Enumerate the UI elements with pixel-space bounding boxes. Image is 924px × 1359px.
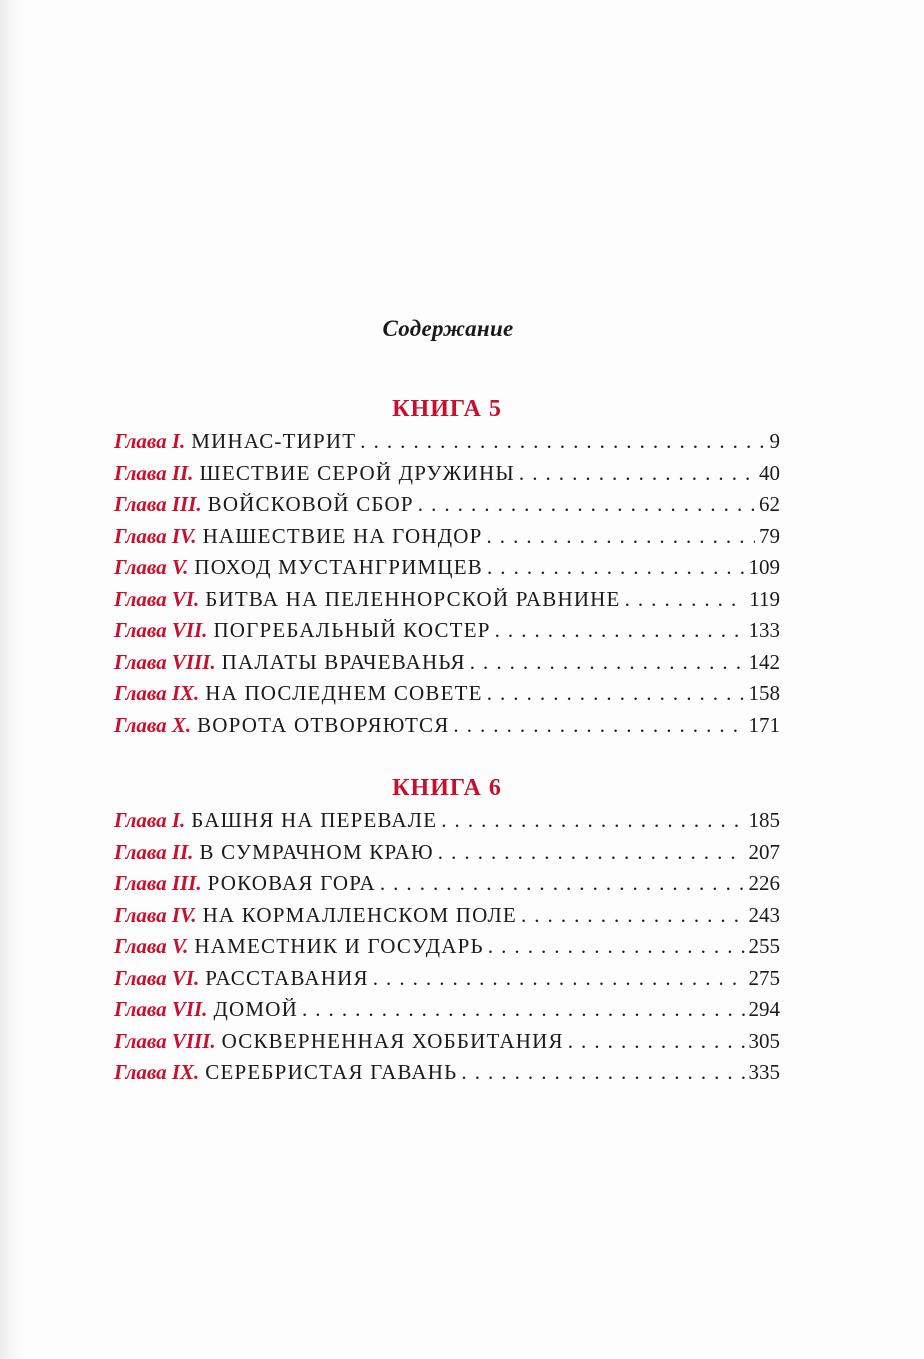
chapter-label: Глава IV. xyxy=(114,902,197,927)
chapter-label: Глава IX. xyxy=(114,1060,200,1084)
chapter-label: Глава V. xyxy=(114,555,189,579)
page-number: 255 xyxy=(748,934,780,958)
dot-leader xyxy=(453,710,744,742)
chapter-label: Глава II. xyxy=(114,460,194,485)
toc-entry[interactable] xyxy=(114,426,780,458)
book-title: КНИГА 5 xyxy=(392,396,502,422)
book-section-5 xyxy=(114,394,780,741)
chapter-label: Глава IX. xyxy=(114,681,200,705)
page-number: 275 xyxy=(748,965,780,990)
dot-leader xyxy=(373,963,745,995)
toc-entry[interactable] xyxy=(114,805,780,837)
toc-entry[interactable] xyxy=(114,1057,780,1089)
chapter-label: Глава VIII. xyxy=(114,649,216,674)
chapter-title: МИНАС-ТИРИТ xyxy=(191,429,357,453)
dot-leader xyxy=(519,458,755,490)
dot-leader xyxy=(418,489,755,521)
page-number: 171 xyxy=(748,712,780,737)
dot-leader xyxy=(568,1026,745,1058)
dot-leader xyxy=(438,837,745,869)
book-section-6 xyxy=(114,773,780,1089)
chapter-label: Глава VI. xyxy=(114,965,200,990)
chapter-title: ОСКВЕРНЕННАЯ ХОББИТАНИЯ xyxy=(221,1028,564,1053)
toc-entry[interactable] xyxy=(114,868,780,900)
toc-entry[interactable] xyxy=(114,521,780,553)
toc-entry[interactable] xyxy=(114,963,780,995)
page-number: 185 xyxy=(748,808,780,832)
dot-leader xyxy=(487,521,756,553)
toc-entry[interactable] xyxy=(114,837,780,869)
chapter-title: БАШНЯ НА ПЕРЕВАЛЕ xyxy=(191,808,438,832)
chapter-title: ШЕСТВИЕ СЕРОЙ ДРУЖИНЫ xyxy=(199,460,515,485)
page-number: 305 xyxy=(748,1028,780,1053)
chapter-title: БИТВА НА ПЕЛЕННОРСКОЙ РАВНИНЕ xyxy=(205,586,621,611)
page-number: 207 xyxy=(748,839,780,864)
page-number: 119 xyxy=(749,586,780,611)
chapter-label: Глава III. xyxy=(114,871,202,895)
chapter-title: СЕРЕБРИСТАЯ ГАВАНЬ xyxy=(205,1060,458,1084)
chapter-label: Глава VI. xyxy=(114,586,200,611)
page-number: 294 xyxy=(748,997,780,1021)
chapter-title: ПАЛАТЫ ВРАЧЕВАНЬЯ xyxy=(221,649,466,674)
page-number: 133 xyxy=(748,618,780,642)
toc-entry[interactable] xyxy=(114,900,780,932)
chapter-title: ВОЙСКОВОЙ СБОР xyxy=(207,492,414,516)
toc-entry[interactable] xyxy=(114,678,780,710)
toc-entry[interactable] xyxy=(114,647,780,679)
dot-leader xyxy=(360,426,765,458)
chapter-label: Глава VIII. xyxy=(114,1028,216,1053)
toc-entry[interactable] xyxy=(114,994,780,1026)
chapter-list xyxy=(114,426,780,741)
page-number: 62 xyxy=(759,492,780,516)
chapter-label: Глава IV. xyxy=(114,523,197,548)
dot-leader xyxy=(521,900,745,932)
page-number: 9 xyxy=(769,429,780,453)
chapter-title: НАШЕСТВИЕ НА ГОНДОР xyxy=(202,523,483,548)
page-number: 158 xyxy=(748,681,780,705)
chapter-label: Глава III. xyxy=(114,492,202,516)
dot-leader xyxy=(487,678,745,710)
toc-entry[interactable] xyxy=(114,489,780,521)
dot-leader xyxy=(470,647,745,679)
page-number: 226 xyxy=(748,871,780,895)
dot-leader xyxy=(302,994,745,1026)
dot-leader xyxy=(495,615,745,647)
toc-heading: Содержание xyxy=(382,316,514,341)
dot-leader xyxy=(441,805,744,837)
chapter-label: Глава VII. xyxy=(114,997,208,1021)
page-number: 335 xyxy=(748,1060,780,1084)
chapter-title: ПОГРЕБАЛЬНЫЙ КОСТЕР xyxy=(213,618,491,642)
chapter-title: НАМЕСТНИК И ГОСУДАРЬ xyxy=(194,934,484,958)
dot-leader xyxy=(380,868,745,900)
toc-entry[interactable] xyxy=(114,1026,780,1058)
chapter-title: ПОХОД МУСТАНГРИМЦЕВ xyxy=(194,555,483,579)
book-title: КНИГА 6 xyxy=(392,775,502,801)
page-number: 243 xyxy=(748,902,780,927)
page-number: 142 xyxy=(748,649,780,674)
dot-leader xyxy=(487,552,745,584)
toc-entry[interactable] xyxy=(114,458,780,490)
chapter-title: В СУМРАЧНОМ КРАЮ xyxy=(199,839,434,864)
dot-leader xyxy=(461,1057,744,1089)
page-number: 40 xyxy=(759,460,780,485)
chapter-title: ВОРОТА ОТВОРЯЮТСЯ xyxy=(197,712,450,737)
page-edge-shadow xyxy=(0,0,22,1359)
toc-entry[interactable] xyxy=(114,931,780,963)
chapter-title: РАССТАВАНИЯ xyxy=(205,965,369,990)
chapter-label: Глава V. xyxy=(114,934,189,958)
dot-leader xyxy=(625,584,746,616)
page-number: 109 xyxy=(748,555,780,579)
chapter-title: НА КОРМАЛЛЕНСКОМ ПОЛЕ xyxy=(202,902,517,927)
chapter-title: ДОМОЙ xyxy=(213,997,298,1021)
chapter-label: Глава X. xyxy=(114,712,192,737)
dot-leader xyxy=(488,931,745,963)
toc-entry[interactable] xyxy=(114,710,780,742)
chapter-list xyxy=(114,805,780,1089)
page-number: 79 xyxy=(759,523,780,548)
chapter-label: Глава I. xyxy=(114,429,186,453)
chapter-label: Глава II. xyxy=(114,839,194,864)
toc-entry[interactable] xyxy=(114,615,780,647)
toc-entry[interactable] xyxy=(114,584,780,616)
chapter-label: Глава I. xyxy=(114,808,186,832)
toc-entry[interactable] xyxy=(114,552,780,584)
chapter-label: Глава VII. xyxy=(114,618,208,642)
chapter-title: РОКОВАЯ ГОРА xyxy=(207,871,376,895)
chapter-title: НА ПОСЛЕДНЕМ СОВЕТЕ xyxy=(205,681,483,705)
